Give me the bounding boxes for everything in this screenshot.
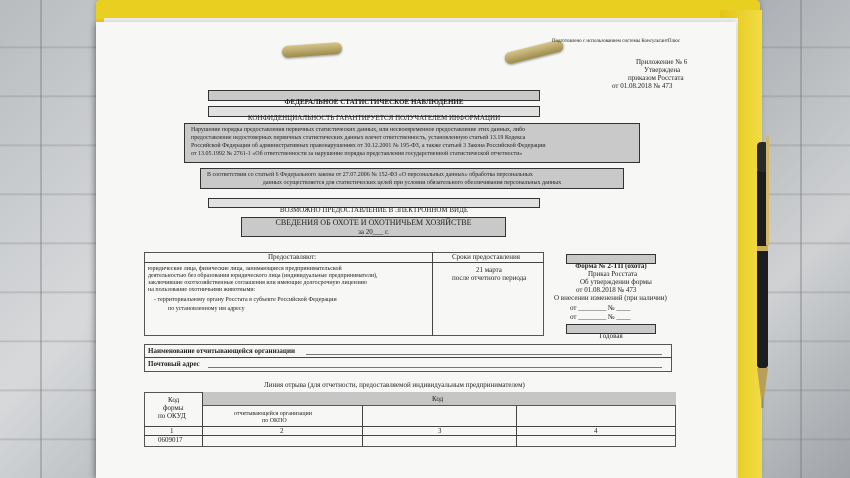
org-name-field (306, 354, 662, 355)
org-info-divider (144, 357, 672, 358)
pen (752, 128, 772, 413)
deadline-line: 21 марта (476, 266, 502, 274)
form-year: за 20___ г. (358, 228, 389, 236)
survey-title-box (208, 90, 540, 106)
provider-line: юридические лица, физические лица, занимающиеся предпринимательской (148, 266, 342, 272)
col-number: 2 (280, 427, 284, 435)
col-number: 4 (594, 427, 598, 435)
periodicity: Годовая (599, 332, 623, 340)
table-header-line (144, 262, 544, 263)
deadline-header: Сроки предоставления (452, 253, 520, 261)
pen-point (762, 398, 764, 408)
code-header: Код (432, 395, 444, 403)
form-title: СВЕДЕНИЯ ОБ ОХОТЕ И ОХОТНИЧЬЕМ ХОЗЯЙСТВЕ (275, 218, 472, 227)
col-number: 1 (170, 427, 174, 435)
okpo-header-line: по ОКПО (262, 418, 287, 424)
personal-data-line: данных осуществляется для статистических целей при условии обязательного обезличивания персональных данных (262, 180, 562, 186)
form-label-box (566, 254, 656, 270)
violation-box (184, 123, 640, 163)
order-line: Приказ Росстата (588, 270, 638, 278)
okud-value: 0609017 (158, 436, 183, 444)
pen-tip (757, 368, 768, 398)
order-line: от 01.08.2018 № 473 (576, 286, 637, 294)
okud-header-line: по ОКУД (158, 412, 186, 420)
violation-line: предоставление недостоверных первичных статистических данных влечет ответственность, установленную статьей 13.19 Кодекса (191, 135, 526, 141)
personal-data-line: В соответствии со статьей 6 Федерального закона от 27.07.2006 № 152-ФЗ «О персональных данных» обработка персональных (207, 172, 533, 178)
order-line: О внесении изменений (при наличии) (554, 294, 667, 302)
okpo-header-line: отчитывающейся организации (234, 411, 312, 417)
header-note: Подготовлено с использованием системы КонсультантПлюс (552, 39, 681, 44)
appendix-line: Приложение № 6 (636, 58, 688, 66)
okud-header-line: формы (163, 404, 184, 412)
provider-line: на пользование охотничьими животными: (148, 287, 256, 293)
confidential-box (208, 106, 540, 122)
okud-header-line: Код (168, 396, 180, 404)
survey-title: ФЕДЕРАЛЬНОЕ СТАТИСТИЧЕСКОЕ НАБЛЮДЕНИЕ (284, 98, 464, 106)
order-field: от ________ № ____ (570, 313, 631, 321)
postal-field (208, 367, 662, 368)
pen-clip (766, 136, 769, 246)
provider-line: заключившие охотхозяйственные соглашения или имеющие долгосрочную лицензию (148, 280, 367, 286)
binder-clip-left (282, 42, 343, 58)
provider-line: деятельностью без образования юридического лица (индивидуальные предприниматели), (148, 273, 378, 279)
appendix-line: приказом Росстата (628, 74, 684, 82)
form-sheet (96, 22, 736, 478)
code-value-line (144, 435, 676, 436)
provider-line: по установленному им адресу (168, 306, 245, 312)
table-divider (432, 252, 433, 336)
postal-label: Почтовый адрес (148, 360, 200, 368)
electronic-box (208, 198, 540, 214)
form-label: Форма № 2-ТП (охота) (575, 262, 647, 270)
personal-data-box (200, 168, 624, 189)
cut-line-text: Линия отрыва (для отчетности, предоставляемой индивидуальным предпринимателем) (264, 381, 525, 389)
periodicity-box (566, 324, 656, 340)
violation-line: от 13.05.1992 № 2761-1 «Об ответственности за нарушение порядка представления государственной статистической отчетности» (191, 151, 523, 157)
pen-ring (757, 246, 768, 251)
order-field: от ________ № ____ (570, 304, 631, 312)
appendix-line: Утверждена (644, 66, 681, 74)
col-number: 3 (438, 427, 442, 435)
violation-line: Нарушение порядка предоставления первичных статистических данных, или несвоевременное предоставление этих данных, либо (191, 127, 526, 133)
confidential-text: КОНФИДЕНЦИАЛЬНОСТЬ ГАРАНТИРУЕТСЯ ПОЛУЧАТЕЛЕМ ИНФОРМАЦИИ (247, 114, 501, 122)
code-col-divider (202, 392, 203, 447)
wall-joint (40, 0, 42, 478)
appendix-line: от 01.08.2018 № 473 (612, 82, 673, 90)
wall-joint (800, 0, 802, 478)
form-title-box (241, 217, 506, 237)
electronic-text: ВОЗМОЖНО ПРЕДОСТАВЛЕНИЕ В ЭЛЕКТРОННОМ ВИДЕ (279, 206, 469, 214)
order-line: Об утверждении формы (580, 278, 652, 286)
org-name-label: Наименование отчитывающейся организации (148, 347, 296, 355)
violation-line: Российской Федерации об административных правонарушениях от 30.12.2001 № 195-ФЗ, а также статьей 3 Закона Российской Федерации (191, 143, 546, 149)
deadline-line: после отчетного периода (452, 274, 527, 282)
provide-header: Предоставляют: (268, 253, 317, 261)
provider-line: - территориальному органу Росстата в субъекте Российской Федерации (154, 297, 337, 303)
